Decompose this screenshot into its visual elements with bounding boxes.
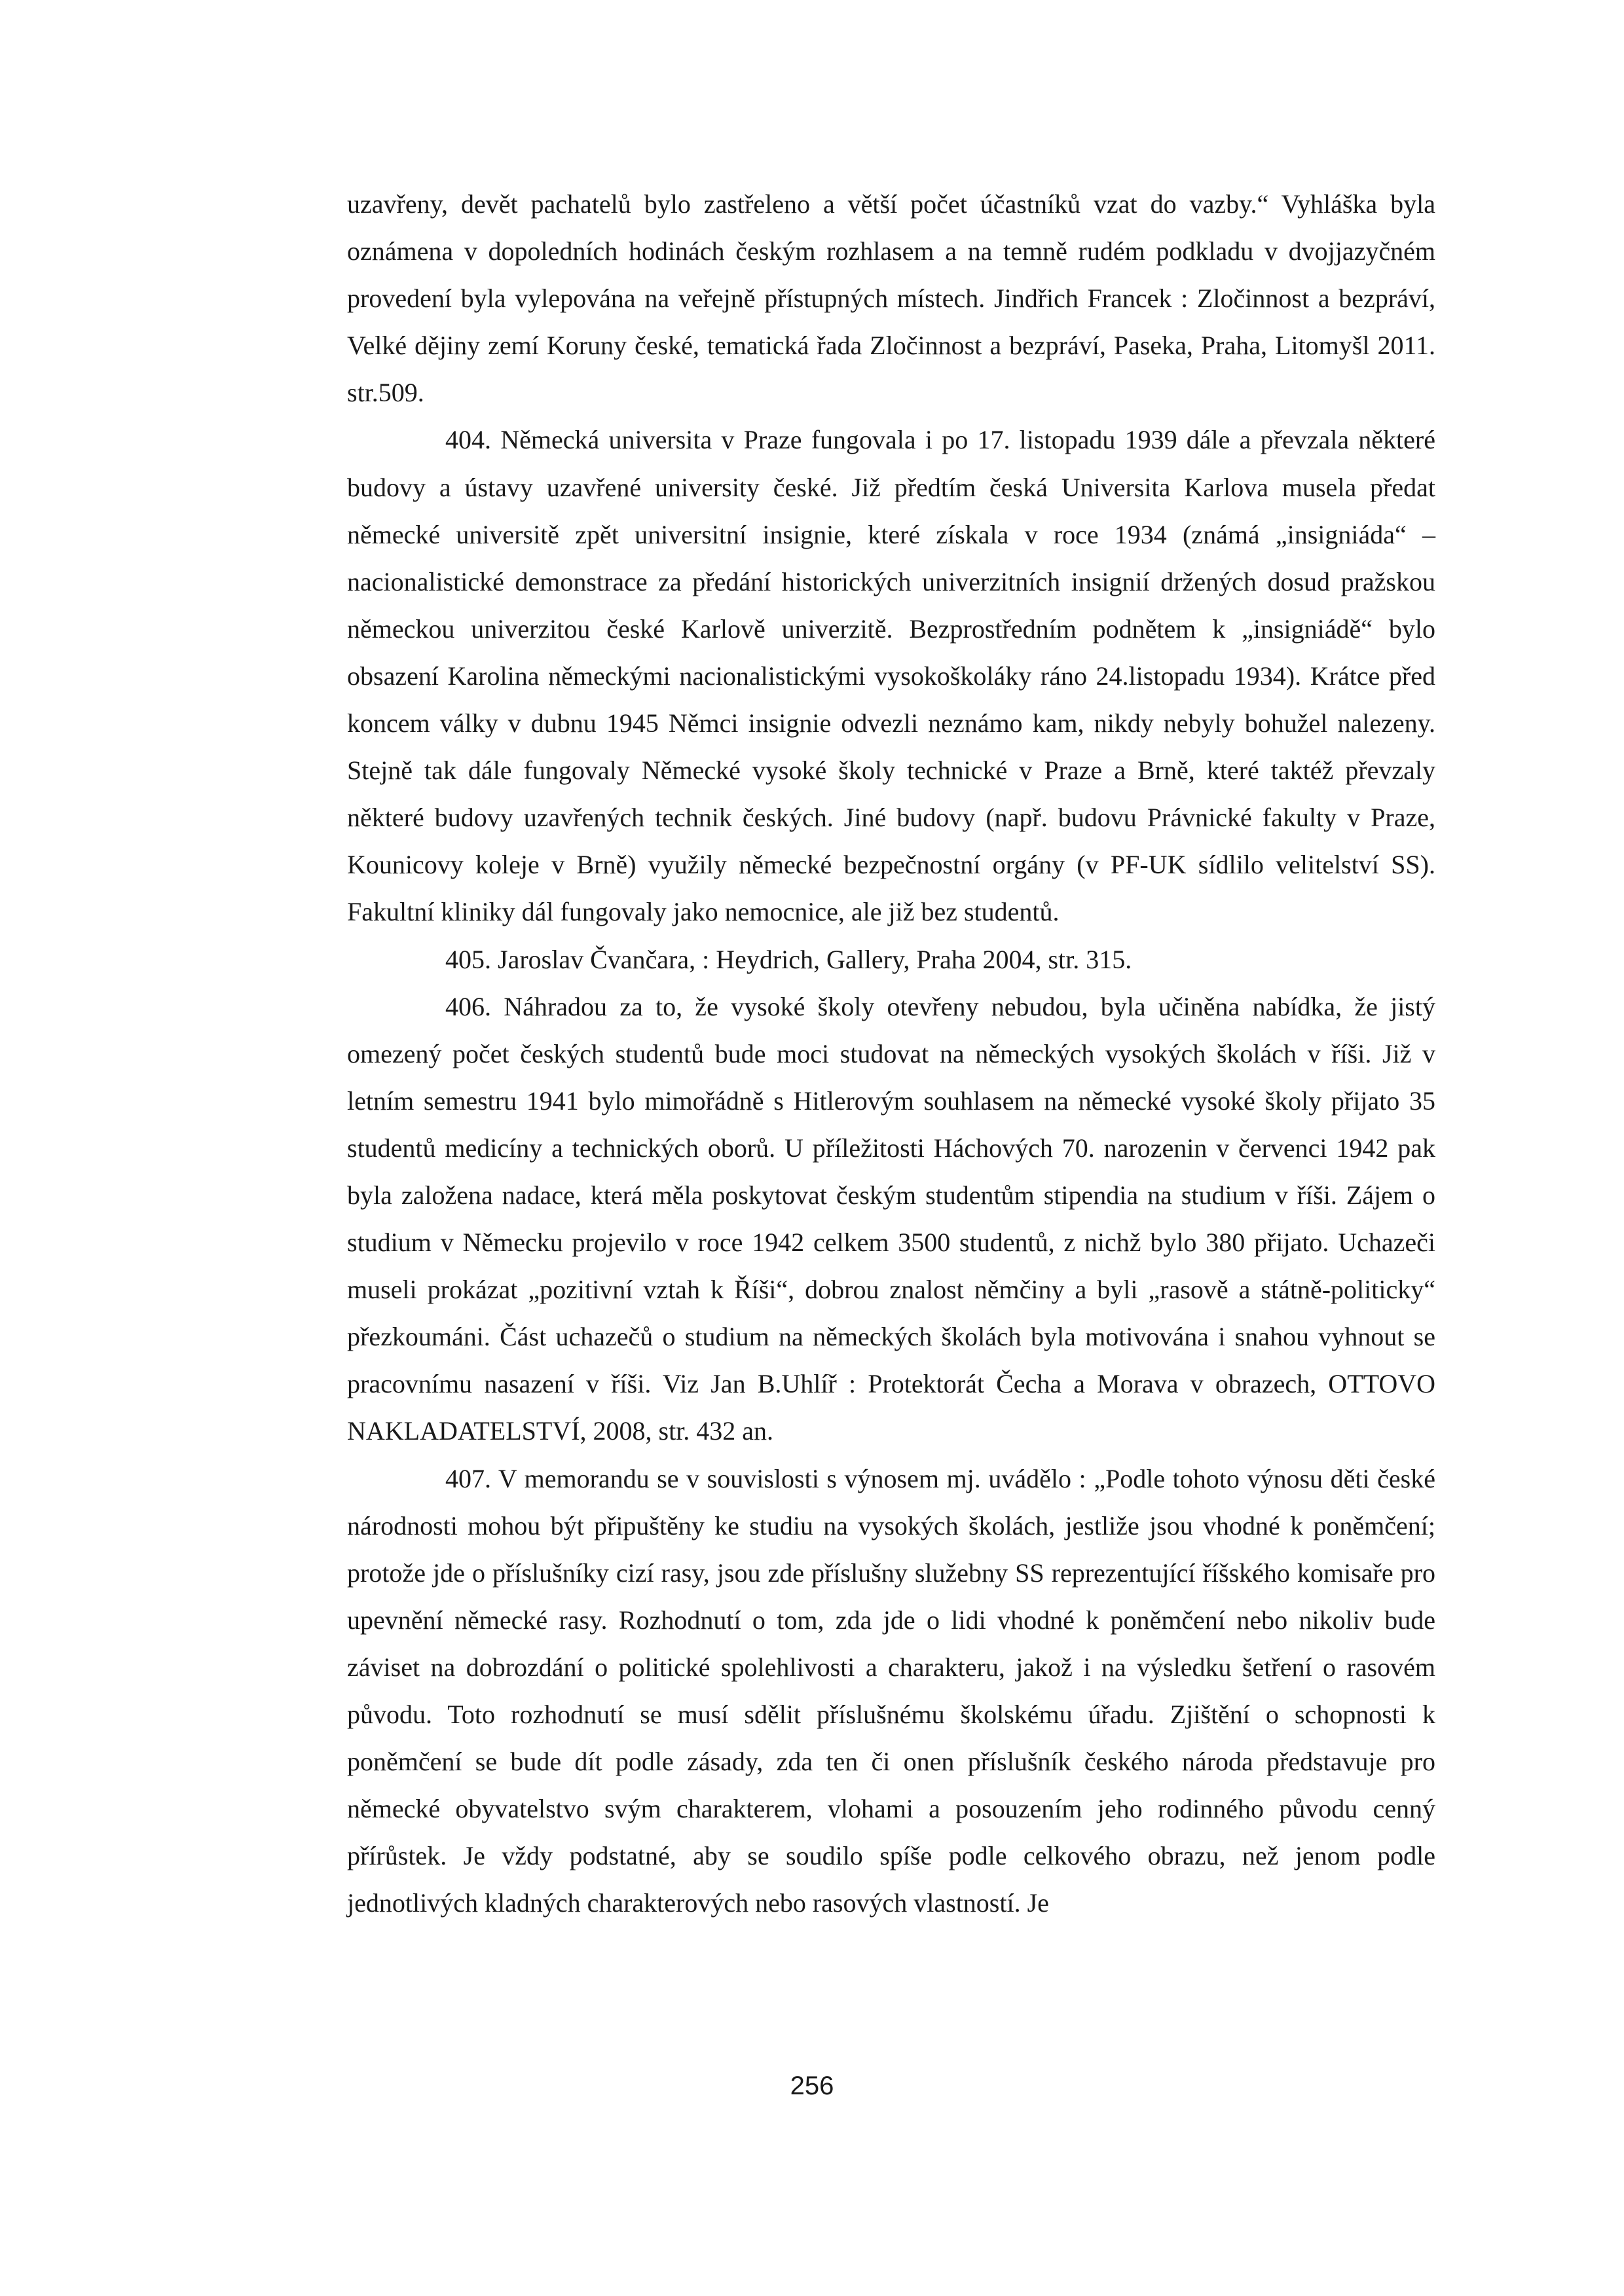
footnote-404: 404. Německá universita v Praze fungovala i po 17. listopadu 1939 dále a převzala některé budovy a ústavy uzavřené university české. Již předtím česká Universita Karlova musela předat německé universitě zpět universitní insignie, které získala v roce 1934 (známá „insigniáda“ – nacionalistické demonstrace za předání historických univerzitních insignií držených dosud pražskou německou univerzitou české Karlově univerzitě. Bezprostředním podnětem k „insigniádě“ bylo obsazení Karolina německými nacionalistickými vysokoškoláky ráno 24.listopadu 1934). Krátce před koncem války v dubnu 1945 Němci insignie odvezli neznámo kam, nikdy nebyly bohužel nalezeny. Stejně tak dále fungovaly Německé vysoké školy technické v Praze a Brně, které taktéž převzaly některé budovy uzavřených technik českých. Jiné budovy (např. budovu Právnické fakulty v Praze, Kounicovy koleje v Brně) využily německé bezpečnostní orgány (v PF-UK sídlilo velitelství SS). Fakultní kliniky dál fungovaly jako nemocnice, ale již bez studentů. <box>347 425 1435 927</box>
footnote-continuation: uzavřeny, devět pachatelů bylo zastřeleno a větší počet účastníků vzat do vazby.“ Vyhláška byla oznámena v dopoledních hodinách českým rozhlasem a na temně rudém podkladu v dvojjazyčném provedení byla vylepována na veřejně přístupných místech. Jindřich Francek : Zločinnost a bezpráví, Velké dějiny zemí Koruny české, tematická řada Zločinnost a bezpráví, Paseka, Praha, Litomyšl 2011. str.509. <box>347 189 1435 408</box>
footnote-407: 407. V memorandu se v souvislosti s výnosem mj. uvádělo : „Podle tohoto výnosu děti české národnosti mohou být připuštěny ke studiu na vysokých školách, jestliže jsou vhodné k poněmčení; protože jde o příslušníky cizí rasy, jsou zde příslušny služebny SS reprezentující říšského komisaře pro upevnění německé rasy. Rozhodnutí o tom, zda jde o lidi vhodné k poněmčení nebo nikoliv bude záviset na dobrozdání o politické spolehlivosti a charakteru, jakož i na výsledku šetření o rasovém původu. Toto rozhodnutí se musí sdělit příslušnému školskému úřadu. Zjištění o schopnosti k poněmčení se bude dít podle zásady, zda ten či onen příslušník českého národa představuje pro německé obyvatelstvo svým charakterem, vlohami a posouzením jeho rodinného původu cenný přírůstek. Je vždy podstatné, aby se soudilo spíše podle celkového obrazu, než jenom podle jednotlivých kladných charakterových nebo rasových vlastností. Je <box>347 1463 1435 1918</box>
footnote-406: 406. Náhradou za to, že vysoké školy otevřeny nebudou, byla učiněna nabídka, že jistý omezený počet českých studentů bude moci studovat na německých vysokých školách v říši. Již v letním semestru 1941 bylo mimořádně s Hitlerovým souhlasem na německé vysoké školy přijato 35 studentů medicíny a technických oborů. U příležitosti Háchových 70. narozenin v červenci 1942 pak byla založena nadace, která měla poskytovat českým studentům stipendia na studium v říši. Zájem o studium v Německu projevilo v roce 1942 celkem 3500 studentů, z nichž bylo 380 přijato. Uchazeči museli prokázat „pozitivní vztah k Říši“, dobrou znalost němčiny a byli „rasově a státně-politicky“ přezkoumáni. Část uchazečů o studium na německých školách byla motivována i snahou vyhnout se pracovnímu nasazení v říši. Viz Jan B.Uhlíř : Protektorát Čecha a Morava v obrazech, OTTOVO NAKLADATELSTVÍ, 2008, str. 432 an. <box>347 991 1435 1446</box>
footnote-405: 405. Jaroslav Čvančara, : Heydrich, Gallery, Praha 2004, str. 315. <box>445 944 1132 974</box>
page-number: 256 <box>790 2071 834 2100</box>
footnote-text-block <box>347 181 1435 1927</box>
